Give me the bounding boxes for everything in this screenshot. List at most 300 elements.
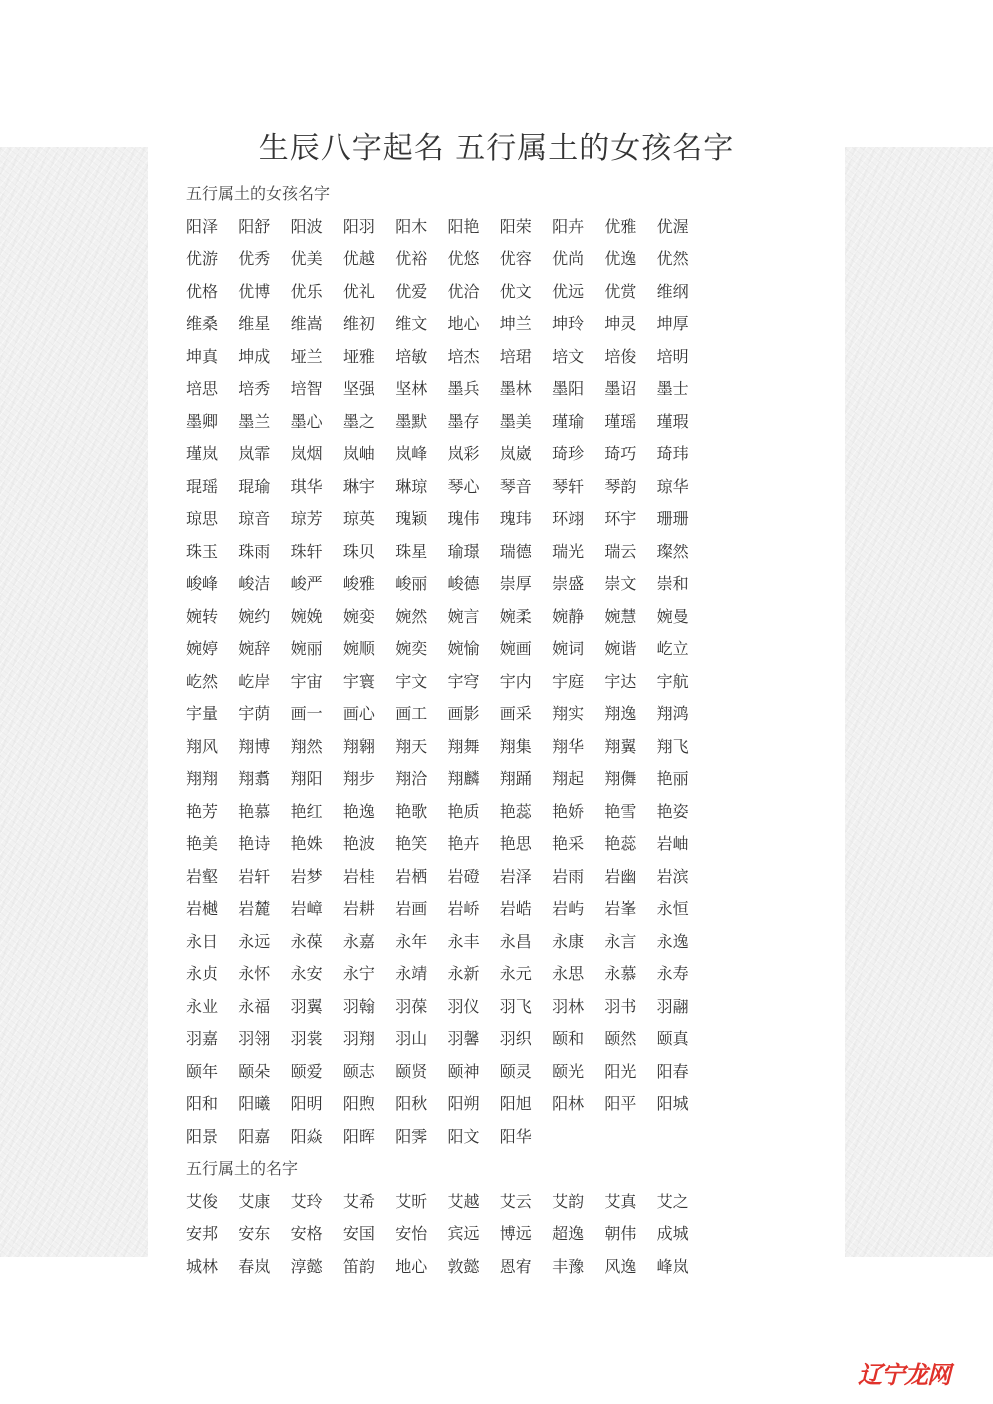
name-entry: 琼英 (342, 509, 375, 528)
name-entry: 璨然 (656, 541, 689, 561)
name-entry: 阳嘉 (238, 1126, 271, 1146)
name-row (186, 863, 726, 896)
name-entry: 阳华 (499, 1126, 532, 1146)
name-entry: 优秀 (238, 249, 271, 268)
name-entry: 阳晖 (342, 1126, 375, 1146)
name-entry: 翔天 (395, 736, 428, 756)
name-entry: 永慕 (604, 964, 637, 983)
name-entry: 婉词 (552, 639, 585, 658)
name-entry: 坤成 (238, 346, 271, 366)
name-entry: 坚强 (342, 379, 375, 398)
name-entry: 岩樾 (186, 899, 219, 918)
name-row (186, 1025, 726, 1058)
name-entry: 优容 (499, 249, 532, 268)
name-entry: 安邦 (186, 1224, 219, 1243)
name-entry: 优尚 (552, 249, 585, 268)
name-entry: 超逸 (552, 1224, 585, 1243)
name-entry: 艳采 (552, 834, 585, 853)
name-entry: 婉娩 (290, 606, 323, 626)
name-entry: 颐年 (186, 1061, 219, 1081)
name-entry: 艾云 (499, 1191, 532, 1211)
name-entry: 琨瑶 (186, 476, 219, 496)
name-entry: 翔阳 (290, 769, 323, 788)
name-entry: 阳文 (447, 1126, 480, 1146)
name-entry: 阳舒 (238, 216, 271, 236)
name-entry: 颐真 (656, 1029, 689, 1048)
name-entry: 优赏 (604, 281, 637, 301)
name-entry: 宇庭 (552, 671, 585, 691)
name-entry: 永宁 (342, 964, 375, 983)
name-entry: 羽葆 (395, 996, 428, 1016)
name-row (186, 928, 726, 961)
name-entry: 珠雨 (238, 541, 271, 561)
name-entry: 阳霁 (395, 1126, 428, 1146)
name-entry: 墨阳 (552, 379, 585, 398)
name-entry: 墨美 (499, 411, 532, 431)
article-body (186, 180, 726, 1285)
name-entry: 婉娈 (342, 606, 375, 626)
name-entry: 阳景 (186, 1126, 219, 1146)
name-entry: 永怀 (238, 964, 271, 983)
name-row (186, 375, 726, 408)
name-entry: 琪华 (290, 476, 323, 496)
name-entry: 岩麓 (238, 899, 271, 918)
name-row (186, 538, 726, 571)
name-entry: 羽馨 (447, 1029, 480, 1048)
name-entry: 永昌 (499, 931, 532, 951)
name-entry: 坤玲 (552, 314, 585, 333)
name-entry: 岩桂 (342, 866, 375, 886)
name-entry: 婉慧 (604, 606, 637, 626)
name-entry: 颐贤 (395, 1061, 428, 1081)
name-entry: 翔博 (238, 736, 271, 756)
name-entry: 优爱 (395, 281, 428, 301)
name-entry: 永寿 (656, 964, 689, 983)
name-entry: 宇穹 (447, 671, 480, 691)
name-entry: 峻洁 (238, 574, 271, 593)
name-entry: 颐爱 (290, 1061, 323, 1081)
name-entry: 翔飞 (656, 736, 689, 756)
name-entry: 瑜璟 (447, 541, 480, 561)
name-entry: 阳春 (656, 1061, 689, 1081)
name-entry: 艳姿 (656, 801, 689, 821)
name-entry: 艳蕊 (499, 801, 532, 821)
name-entry: 珠贝 (342, 541, 375, 561)
name-entry: 羽翎 (238, 1029, 271, 1048)
name-entry: 岩梦 (290, 866, 323, 886)
name-entry: 瑰颖 (395, 509, 428, 528)
name-entry: 恩宥 (499, 1256, 532, 1276)
name-entry: 墨诏 (604, 379, 637, 398)
name-entry: 永日 (186, 931, 219, 951)
name-entry: 翔华 (552, 736, 585, 756)
name-entry: 永丰 (447, 931, 480, 951)
name-entry: 培俊 (604, 346, 637, 366)
name-entry: 屹然 (186, 671, 219, 691)
name-entry: 羽翰 (342, 996, 375, 1016)
name-row (186, 1090, 726, 1123)
name-entry: 羽裳 (290, 1029, 323, 1048)
name-entry: 阳光 (604, 1061, 637, 1081)
name-entry: 永年 (395, 931, 428, 951)
name-entry: 岩画 (395, 899, 428, 918)
name-entry: 坤灵 (604, 314, 637, 333)
name-entry: 岩峤 (447, 899, 480, 918)
name-entry: 墨之 (342, 411, 375, 431)
name-row (186, 343, 726, 376)
name-entry: 维嵩 (290, 314, 323, 333)
name-entry: 岩栖 (395, 866, 428, 886)
name-entry: 瑾瑶 (604, 411, 637, 431)
name-entry: 永恒 (656, 899, 689, 918)
name-entry: 崇文 (604, 574, 637, 593)
name-entry: 翔翥 (238, 769, 271, 788)
name-entry: 崇盛 (552, 574, 585, 593)
name-entry: 艾希 (342, 1191, 375, 1211)
name-entry: 羽仪 (447, 996, 480, 1016)
name-entry: 艳卉 (447, 834, 480, 853)
name-entry: 羽飞 (499, 996, 532, 1016)
name-row (186, 245, 726, 278)
name-entry: 翔翱 (342, 736, 375, 756)
name-entry: 坤兰 (499, 314, 532, 333)
name-entry: 培明 (656, 346, 689, 366)
name-entry: 阳木 (395, 216, 428, 236)
name-entry: 婉约 (238, 606, 271, 626)
name-entry: 优文 (499, 281, 532, 301)
name-entry: 艳波 (342, 834, 375, 853)
name-entry: 婉谐 (604, 639, 637, 658)
name-entry: 羽翼 (290, 996, 323, 1016)
name-entry: 宇量 (186, 704, 219, 723)
name-entry: 画心 (342, 704, 375, 723)
name-entry: 翔步 (342, 769, 375, 788)
name-entry: 翔翔 (186, 769, 219, 788)
name-entry: 永嘉 (342, 931, 375, 951)
name-entry: 淳懿 (290, 1256, 323, 1276)
name-entry: 优雅 (604, 216, 637, 236)
name-entry: 永新 (447, 964, 480, 983)
name-entry: 颐朵 (238, 1061, 271, 1081)
name-entry: 培文 (552, 346, 585, 366)
name-entry: 翔舞 (447, 736, 480, 756)
name-entry: 琴音 (499, 476, 532, 496)
name-entry: 安格 (290, 1224, 323, 1243)
name-entry: 阳艳 (447, 216, 480, 236)
name-entry: 永远 (238, 931, 271, 951)
name-entry: 琼音 (238, 509, 271, 528)
name-entry: 永元 (499, 964, 532, 983)
name-entry: 峰岚 (656, 1256, 689, 1276)
name-entry: 宇航 (656, 671, 689, 691)
name-entry: 画采 (499, 704, 532, 723)
name-row (186, 668, 726, 701)
name-entry: 阳城 (656, 1094, 689, 1113)
name-entry: 艳姝 (290, 834, 323, 853)
name-entry: 宇宙 (290, 671, 323, 691)
paper-texture-right (845, 147, 993, 1257)
name-entry: 维星 (238, 314, 271, 333)
name-entry: 峻严 (290, 574, 323, 593)
name-entry: 颐和 (552, 1029, 585, 1048)
name-entry: 琦珍 (552, 444, 585, 463)
name-entry: 岩壑 (186, 866, 219, 886)
name-entry: 琴韵 (604, 476, 637, 496)
name-entry: 优逸 (604, 249, 637, 268)
name-row (186, 408, 726, 441)
name-entry: 颐光 (552, 1061, 585, 1081)
name-entry: 优礼 (342, 281, 375, 301)
name-row (186, 570, 726, 603)
name-entry: 培思 (186, 379, 219, 398)
name-entry: 艾越 (447, 1191, 480, 1211)
name-entry: 婉顺 (342, 639, 375, 658)
name-entry: 艳思 (499, 834, 532, 853)
name-entry: 羽翔 (342, 1029, 375, 1048)
name-entry: 永贞 (186, 964, 219, 983)
name-entry: 羽书 (604, 996, 637, 1016)
name-entry: 琨瑜 (238, 476, 271, 496)
name-entry: 永业 (186, 996, 219, 1016)
name-entry: 阳煦 (342, 1094, 375, 1113)
name-entry: 岩轩 (238, 866, 271, 886)
name-entry: 环宇 (604, 509, 637, 528)
name-entry: 阳和 (186, 1094, 219, 1113)
name-entry: 艾真 (604, 1191, 637, 1211)
name-entry: 艳美 (186, 834, 219, 853)
name-entry: 优裕 (395, 249, 428, 268)
name-entry: 瑾岚 (186, 444, 219, 463)
name-entry: 婉转 (186, 606, 219, 626)
name-row (186, 895, 726, 928)
name-entry: 阳泽 (186, 216, 219, 236)
name-entry: 阳林 (552, 1094, 585, 1113)
name-entry: 艳诗 (238, 834, 271, 853)
name-entry: 画影 (447, 704, 480, 723)
name-entry: 婉婷 (186, 639, 219, 658)
name-entry: 宾远 (447, 1224, 480, 1243)
name-entry: 培珺 (499, 346, 532, 366)
name-entry: 艳蕊 (604, 834, 637, 853)
name-entry: 翔麟 (447, 769, 480, 788)
name-entry: 优乐 (290, 281, 323, 301)
name-entry: 垭兰 (290, 346, 323, 366)
name-entry: 艳芳 (186, 801, 219, 821)
name-entry: 维文 (395, 314, 428, 333)
name-entry: 宇荫 (238, 704, 271, 723)
name-entry: 墨卿 (186, 411, 219, 431)
name-entry: 羽山 (395, 1029, 428, 1048)
paper-texture-left (0, 147, 148, 1257)
name-entry: 岩岫 (656, 834, 689, 853)
name-entry: 永靖 (395, 964, 428, 983)
name-entry: 墨存 (447, 411, 480, 431)
name-entry: 敦懿 (447, 1256, 480, 1276)
name-entry: 翔实 (552, 704, 585, 723)
name-entry: 阳曦 (238, 1094, 271, 1113)
name-entry: 峻雅 (342, 574, 375, 593)
name-entry: 瑾瑕 (656, 411, 689, 431)
name-entry: 颐灵 (499, 1061, 532, 1081)
name-row (186, 1188, 726, 1221)
name-entry: 崇厚 (499, 574, 532, 593)
name-entry: 优悠 (447, 249, 480, 268)
name-entry: 阳秋 (395, 1094, 428, 1113)
name-entry: 艾康 (238, 1191, 271, 1211)
name-entry: 婉静 (552, 606, 585, 626)
name-entry: 培秀 (238, 379, 271, 398)
name-entry: 永逸 (656, 931, 689, 951)
name-entry: 琦巧 (604, 444, 637, 463)
name-entry: 翔逸 (604, 704, 637, 723)
name-entry: 艳逸 (342, 801, 375, 821)
name-entry: 屹立 (656, 639, 689, 658)
name-entry: 优渥 (656, 216, 689, 236)
name-entry: 阳卉 (552, 216, 585, 236)
name-entry: 岚岫 (342, 444, 375, 463)
name-entry: 墨兵 (447, 379, 480, 398)
name-entry: 羽林 (552, 996, 585, 1016)
name-entry: 培杰 (447, 346, 480, 366)
name-entry: 羽翮 (656, 996, 689, 1016)
name-row (186, 798, 726, 831)
name-entry: 翔然 (290, 736, 323, 756)
name-row (186, 278, 726, 311)
name-entry: 永福 (238, 996, 271, 1016)
name-entry: 优游 (186, 249, 219, 268)
name-entry: 岚彩 (447, 444, 480, 463)
name-entry: 优远 (552, 281, 585, 301)
name-entry: 崇和 (656, 574, 689, 593)
name-entry: 瑞云 (604, 541, 637, 561)
name-row (186, 310, 726, 343)
name-entry: 岚崴 (499, 444, 532, 463)
name-entry: 宇内 (499, 671, 532, 691)
name-entry: 环翊 (552, 509, 585, 528)
name-entry: 优然 (656, 249, 689, 268)
name-entry: 婉柔 (499, 606, 532, 626)
name-entry: 珠轩 (290, 541, 323, 561)
name-entry: 翔儛 (604, 769, 637, 788)
name-entry: 博远 (499, 1224, 532, 1243)
name-row (186, 1123, 726, 1156)
section-heading: 五行属土的女孩名字 (186, 184, 331, 203)
name-entry: 艳质 (447, 801, 480, 821)
name-entry: 琼芳 (290, 509, 323, 528)
name-entry: 优博 (238, 281, 271, 301)
name-entry: 颐神 (447, 1061, 480, 1081)
name-entry: 坤真 (186, 346, 219, 366)
name-entry: 笛韵 (342, 1256, 375, 1276)
name-row (186, 1058, 726, 1091)
name-row (186, 473, 726, 506)
name-entry: 墨心 (290, 411, 323, 431)
name-entry: 阳朔 (447, 1094, 480, 1113)
name-entry: 墨士 (656, 379, 689, 398)
name-entry: 坤厚 (656, 314, 689, 333)
name-entry: 维桑 (186, 314, 219, 333)
name-entry: 优越 (342, 249, 375, 268)
name-entry: 墨默 (395, 411, 428, 431)
name-entry: 羽嘉 (186, 1029, 219, 1048)
name-entry: 屹岸 (238, 671, 271, 691)
name-entry: 艳娇 (552, 801, 585, 821)
name-row (186, 440, 726, 473)
name-entry: 岩磴 (447, 866, 480, 886)
name-entry: 培敏 (395, 346, 428, 366)
name-entry: 丰豫 (552, 1256, 585, 1276)
name-entry: 培智 (290, 379, 323, 398)
name-entry: 瑰玮 (499, 509, 532, 528)
page-title: 生辰八字起名 五行属土的女孩名字 (258, 131, 735, 166)
name-entry: 岩峼 (499, 899, 532, 918)
name-entry: 画一 (290, 704, 323, 723)
name-entry: 婉奕 (395, 639, 428, 658)
name-entry: 墨林 (499, 379, 532, 398)
name-entry: 峻峰 (186, 574, 219, 593)
name-entry: 艳笑 (395, 834, 428, 853)
name-entry: 琦玮 (656, 444, 689, 463)
name-entry: 阳旭 (499, 1094, 532, 1113)
name-entry: 永安 (290, 964, 323, 983)
name-entry: 艳红 (290, 801, 323, 821)
name-entry: 优洽 (447, 281, 480, 301)
name-entry: 优格 (186, 281, 219, 301)
name-section (186, 1155, 726, 1285)
name-entry: 岩耕 (342, 899, 375, 918)
name-entry: 翔踊 (499, 769, 532, 788)
name-entry: 羽织 (499, 1029, 532, 1048)
name-entry: 墨兰 (238, 411, 271, 431)
name-entry: 维纲 (656, 281, 689, 301)
watermark-text: 辽宁龙网 (858, 1361, 950, 1389)
name-entry: 岚烟 (290, 444, 323, 463)
name-entry: 岩峯 (604, 899, 637, 918)
name-entry: 岚霏 (238, 444, 271, 463)
name-entry: 翔集 (499, 736, 532, 756)
name-entry: 岩屿 (552, 899, 585, 918)
name-entry: 琴心 (447, 476, 480, 496)
name-entry: 琼华 (656, 476, 689, 496)
name-entry: 珠玉 (186, 541, 219, 561)
name-entry: 艾昕 (395, 1191, 428, 1211)
name-entry: 艳歌 (395, 801, 428, 821)
name-entry: 阳波 (290, 216, 323, 236)
name-entry: 岩幽 (604, 866, 637, 886)
name-entry: 岩滨 (656, 866, 689, 886)
name-entry: 阳平 (604, 1094, 637, 1113)
name-entry: 朝伟 (604, 1224, 637, 1243)
name-entry: 瑞德 (499, 541, 532, 561)
name-entry: 琼思 (186, 509, 219, 528)
name-entry: 艾玲 (290, 1191, 323, 1211)
name-entry: 宇寰 (342, 671, 375, 691)
name-entry: 阳荣 (499, 216, 532, 236)
name-entry: 永言 (604, 931, 637, 951)
name-row (186, 830, 726, 863)
name-entry: 地心 (447, 314, 480, 333)
site-watermark-logo (858, 1355, 950, 1390)
name-entry: 翔翼 (604, 736, 637, 756)
name-entry: 优美 (290, 249, 323, 268)
name-entry: 婉曼 (656, 606, 689, 626)
name-entry: 翔鸿 (656, 704, 689, 723)
name-entry: 永思 (552, 964, 585, 983)
name-entry: 艳慕 (238, 801, 271, 821)
name-row (186, 993, 726, 1026)
name-entry: 阳明 (290, 1094, 323, 1113)
name-entry: 翔洽 (395, 769, 428, 788)
